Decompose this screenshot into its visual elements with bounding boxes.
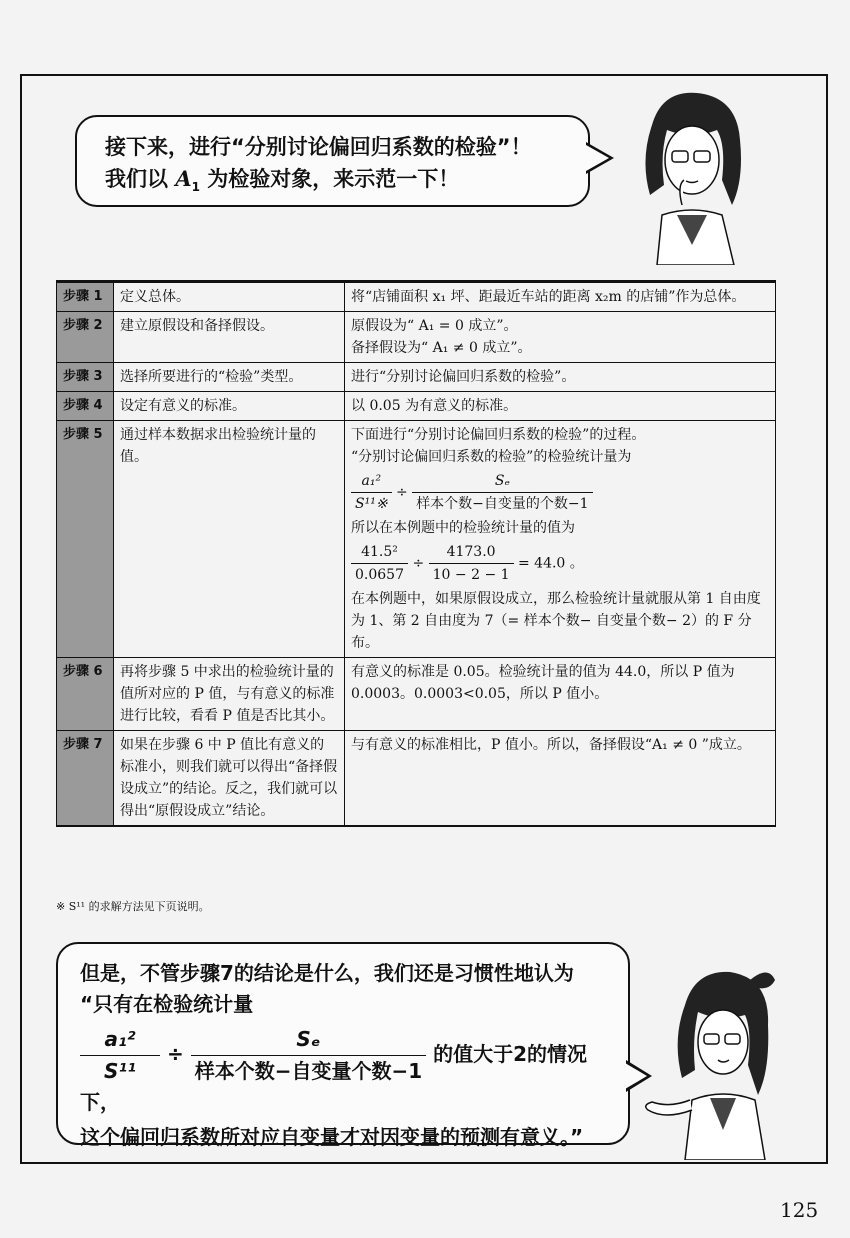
fraction bbox=[351, 541, 408, 586]
formula-value bbox=[351, 541, 769, 586]
speech-bubble-bottom bbox=[56, 942, 630, 1149]
speech-bottom-formula bbox=[80, 1024, 606, 1118]
step-label: 步骤 5 bbox=[57, 421, 114, 658]
step-detail: 有意义的标准是 0.05。检验统计量的值为 44.0，所以 P 值为 0.0003。0.0003<0.05，所以 P 值小。 bbox=[345, 658, 776, 731]
step-label: 步骤 1 bbox=[57, 282, 114, 312]
fraction-denominator: 样本个数−自变量的个数−1 bbox=[416, 496, 589, 512]
fraction-denominator: S¹¹ bbox=[104, 1059, 136, 1083]
table-row bbox=[57, 363, 776, 392]
step-label: 步骤 2 bbox=[57, 312, 114, 363]
speech-top-line2 bbox=[105, 163, 560, 203]
page-number: 125 bbox=[780, 1198, 819, 1222]
table-row bbox=[57, 282, 776, 312]
step-label: 步骤 7 bbox=[57, 731, 114, 827]
character-bottom-illustration bbox=[640, 960, 790, 1160]
fraction-denominator: S¹¹※ bbox=[355, 496, 388, 512]
speech-top-sub: 1 bbox=[191, 180, 200, 195]
step-desc: 通过样本数据求出检验统计量的值。 bbox=[114, 421, 345, 658]
speech-top-line1: 接下来，进行“分别讨论偏回归系数的检验”！ bbox=[105, 135, 532, 159]
operator: ÷ bbox=[396, 484, 408, 501]
step-label: 步骤 6 bbox=[57, 658, 114, 731]
fraction-denominator: 10 − 2 − 1 bbox=[432, 567, 510, 583]
step-detail: 与有意义的标准相比，P 值小。所以，备择假设“A₁ ≠ 0 ”成立。 bbox=[345, 731, 776, 827]
fraction-numerator: a₁² bbox=[351, 470, 392, 493]
step-desc: 再将步骤 5 中求出的检验统计量的值所对应的 P 值，与有意义的标准进行比较，看看 P 值是否比其小。 bbox=[114, 658, 345, 731]
fraction-denominator: 0.0657 bbox=[355, 567, 404, 583]
operator: ÷ bbox=[166, 1042, 184, 1066]
speech-bottom-line2: “只有在检验统计量 bbox=[80, 992, 254, 1016]
step-detail-line: 所以在本例题中的检验统计量的值为 bbox=[351, 520, 575, 536]
fraction-numerator: 4173.0 bbox=[429, 541, 514, 564]
step-desc: 如果在步骤 6 中 P 值比有意义的标准小，则我们就可以得出“备择假设成立”的结论。反之，我们就可以得出“原假设成立”结论。 bbox=[114, 731, 345, 827]
fraction bbox=[351, 470, 392, 515]
fraction-numerator: 41.5² bbox=[351, 541, 408, 564]
step-desc: 定义总体。 bbox=[114, 282, 345, 312]
step-detail: 进行“分别讨论偏回归系数的检验”。 bbox=[345, 363, 776, 392]
fraction-numerator: a₁² bbox=[80, 1024, 160, 1056]
step-detail-line: 下面进行“分别讨论偏回归系数的检验”的过程。 bbox=[351, 427, 646, 443]
speech-bottom-line1: 但是，不管步骤7的结论是什么，我们还是习惯性地认为 bbox=[80, 961, 574, 985]
fraction-numerator: Sₑ bbox=[191, 1024, 426, 1056]
fraction-numerator: Sₑ bbox=[412, 470, 592, 493]
table-row bbox=[57, 392, 776, 421]
table-row bbox=[57, 421, 776, 658]
fraction-denominator: 样本个数−自变量个数−1 bbox=[194, 1059, 423, 1083]
table-row bbox=[57, 658, 776, 731]
steps-table bbox=[56, 280, 776, 827]
step-desc: 设定有意义的标准。 bbox=[114, 392, 345, 421]
character-top-illustration bbox=[622, 85, 752, 265]
step-detail bbox=[345, 421, 776, 658]
speech-bottom-after: 的值大于2的情况下， bbox=[80, 1042, 588, 1114]
operator: ÷ bbox=[412, 555, 425, 572]
step-detail-line: “分别讨论偏回归系数的检验”的检验统计量为 bbox=[351, 449, 632, 465]
fraction bbox=[412, 470, 592, 515]
step-desc: 选择所要进行的“检验”类型。 bbox=[114, 363, 345, 392]
step-detail: 将“店铺面积 x₁ 坪、距最近车站的距离 x₂m 的店铺”作为总体。 bbox=[345, 282, 776, 312]
fraction bbox=[191, 1024, 426, 1087]
speech-bottom-line4: 这个偏回归系数所对应自变量才对因变量的预测有意义。” bbox=[80, 1125, 584, 1149]
step-detail bbox=[345, 312, 776, 363]
step-desc: 建立原假设和备择假设。 bbox=[114, 312, 345, 363]
fraction bbox=[429, 541, 514, 586]
step-label: 步骤 3 bbox=[57, 363, 114, 392]
step-detail-line: 在本例题中，如果原假设成立，那么检验统计量就服从第 1 自由度为 1、第 2 自由度为 7（= 样本个数− 自变量个数− 2）的 F 分布。 bbox=[351, 591, 761, 651]
footnote: ※ S¹¹ 的求解方法见下页说明。 bbox=[56, 900, 210, 913]
speech-top-var: A bbox=[175, 166, 192, 191]
speech-tail-top-inner bbox=[586, 145, 609, 171]
table-row bbox=[57, 312, 776, 363]
step-label: 步骤 4 bbox=[57, 392, 114, 421]
speech-bubble-top bbox=[75, 115, 590, 207]
formula-statistic bbox=[351, 470, 769, 515]
speech-top-line2-pre: 我们以 bbox=[105, 167, 168, 191]
speech-top-line2-post: 为检验对象，来示范一下！ bbox=[207, 167, 460, 191]
step-detail: 以 0.05 为有意义的标准。 bbox=[345, 392, 776, 421]
table-row bbox=[57, 731, 776, 827]
fraction bbox=[80, 1024, 160, 1087]
step-detail-line: 备择假设为“ A₁ ≠ 0 成立”。 bbox=[351, 340, 532, 356]
step-detail-line: 原假设为“ A₁ = 0 成立”。 bbox=[351, 318, 518, 334]
formula-result: = 44.0 。 bbox=[517, 555, 584, 572]
